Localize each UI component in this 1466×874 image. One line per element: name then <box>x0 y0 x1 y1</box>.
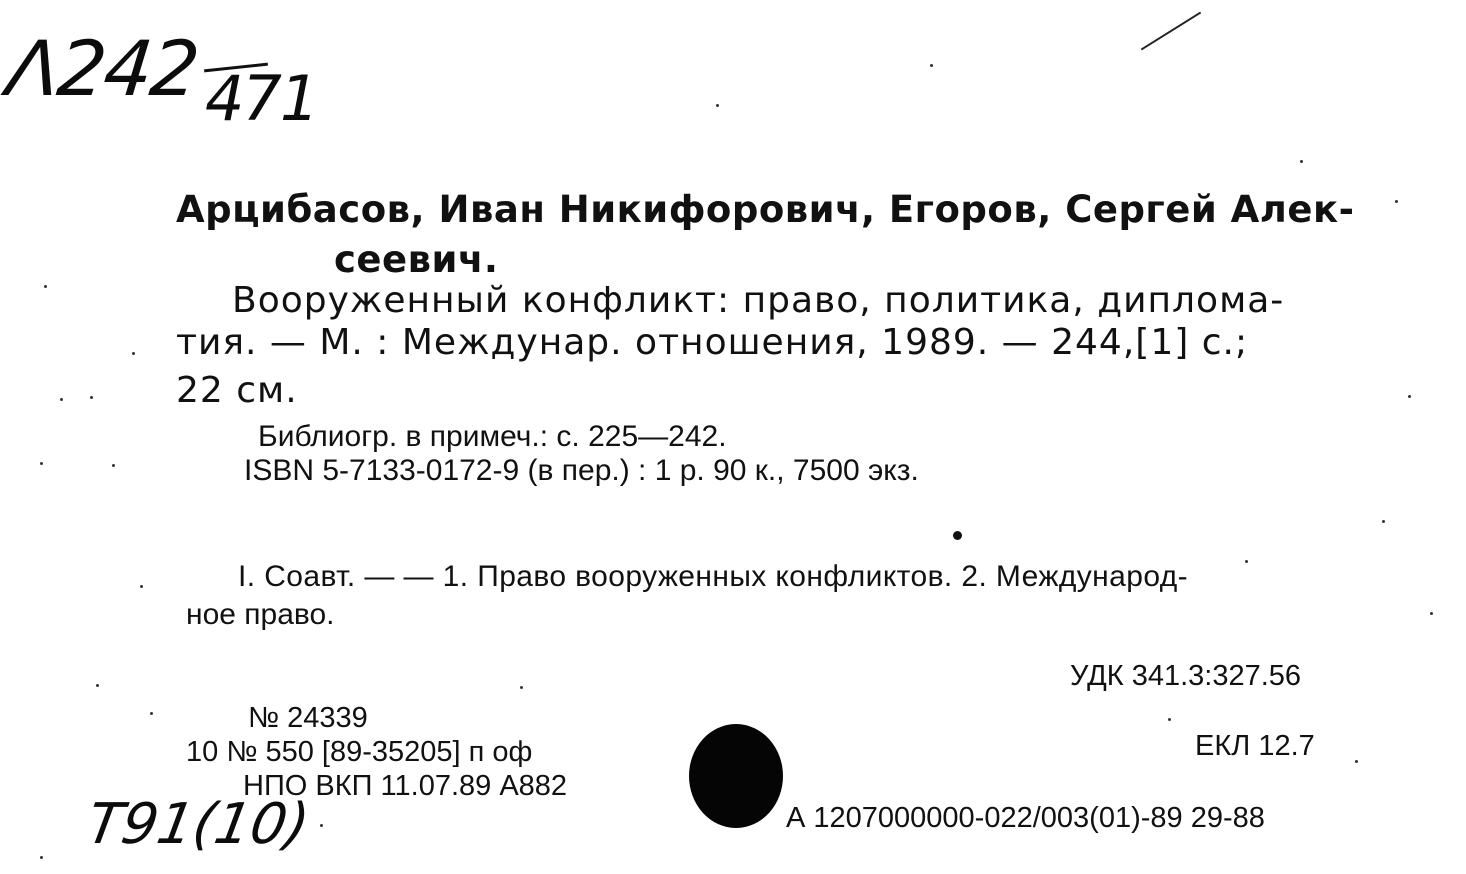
speck <box>112 464 115 467</box>
speck <box>1300 160 1303 163</box>
udk-code: УДК 341.3:327.56 <box>1070 660 1302 692</box>
authors-line-2: сеевич. <box>334 238 499 281</box>
speck <box>96 684 99 687</box>
print-order: 10 № 550 [89-35205] п оф <box>186 736 533 768</box>
title-line-3: 22 см. <box>176 370 298 411</box>
shelf-mark-top-sub: 471 <box>205 62 318 135</box>
punch-hole <box>689 724 783 828</box>
speck <box>1168 718 1171 721</box>
speck <box>520 686 523 689</box>
pencil-stroke <box>1141 12 1201 51</box>
title-line-1: Вооруженный конфликт: право, политика, диплома- <box>232 280 1285 321</box>
speck <box>1382 520 1385 523</box>
speck <box>716 104 719 107</box>
separator-dot <box>953 531 962 540</box>
isbn-line: ISBN 5-7133-0172-9 (в пер.) : 1 р. 90 к., 7500 экз. <box>244 454 919 487</box>
shelf-mark-bottom: Т91(10) <box>82 792 315 857</box>
title-line-2: тия. — М. : Междунар. отношения, 1989. — 244,[1] с.; <box>176 322 1249 363</box>
speck <box>140 585 143 588</box>
print-npo: НПО ВКП 11.07.89 А882 <box>243 770 568 802</box>
speck <box>1395 200 1398 203</box>
speck <box>40 856 43 859</box>
speck <box>132 352 135 355</box>
speck <box>150 712 153 715</box>
subject-line-2: ное право. <box>186 598 335 631</box>
speck <box>40 462 43 465</box>
ekl-code: ЕКЛ 12.7 <box>1195 730 1315 762</box>
authors-line-1: Арцибасов, Иван Никифорович, Егоров, Сергей Алек- <box>176 188 1355 231</box>
speck <box>1355 760 1358 763</box>
subject-line-1: I. Соавт. — — 1. Право вооруженных конфликтов. 2. Международ- <box>238 560 1189 593</box>
speck <box>90 396 93 399</box>
speck <box>1408 395 1411 398</box>
speck <box>60 398 63 401</box>
shelf-mark-top: Λ242 <box>3 24 202 113</box>
print-number: № 24339 <box>248 702 368 734</box>
speck <box>1430 612 1433 615</box>
speck <box>320 824 323 827</box>
bibliography-note: Библиогр. в примеч.: с. 225—242. <box>258 420 727 453</box>
speck <box>1245 560 1248 563</box>
speck <box>930 64 933 67</box>
speck <box>44 285 47 288</box>
publisher-code: А 1207000000-022/003(01)-89 29-88 <box>786 802 1265 834</box>
